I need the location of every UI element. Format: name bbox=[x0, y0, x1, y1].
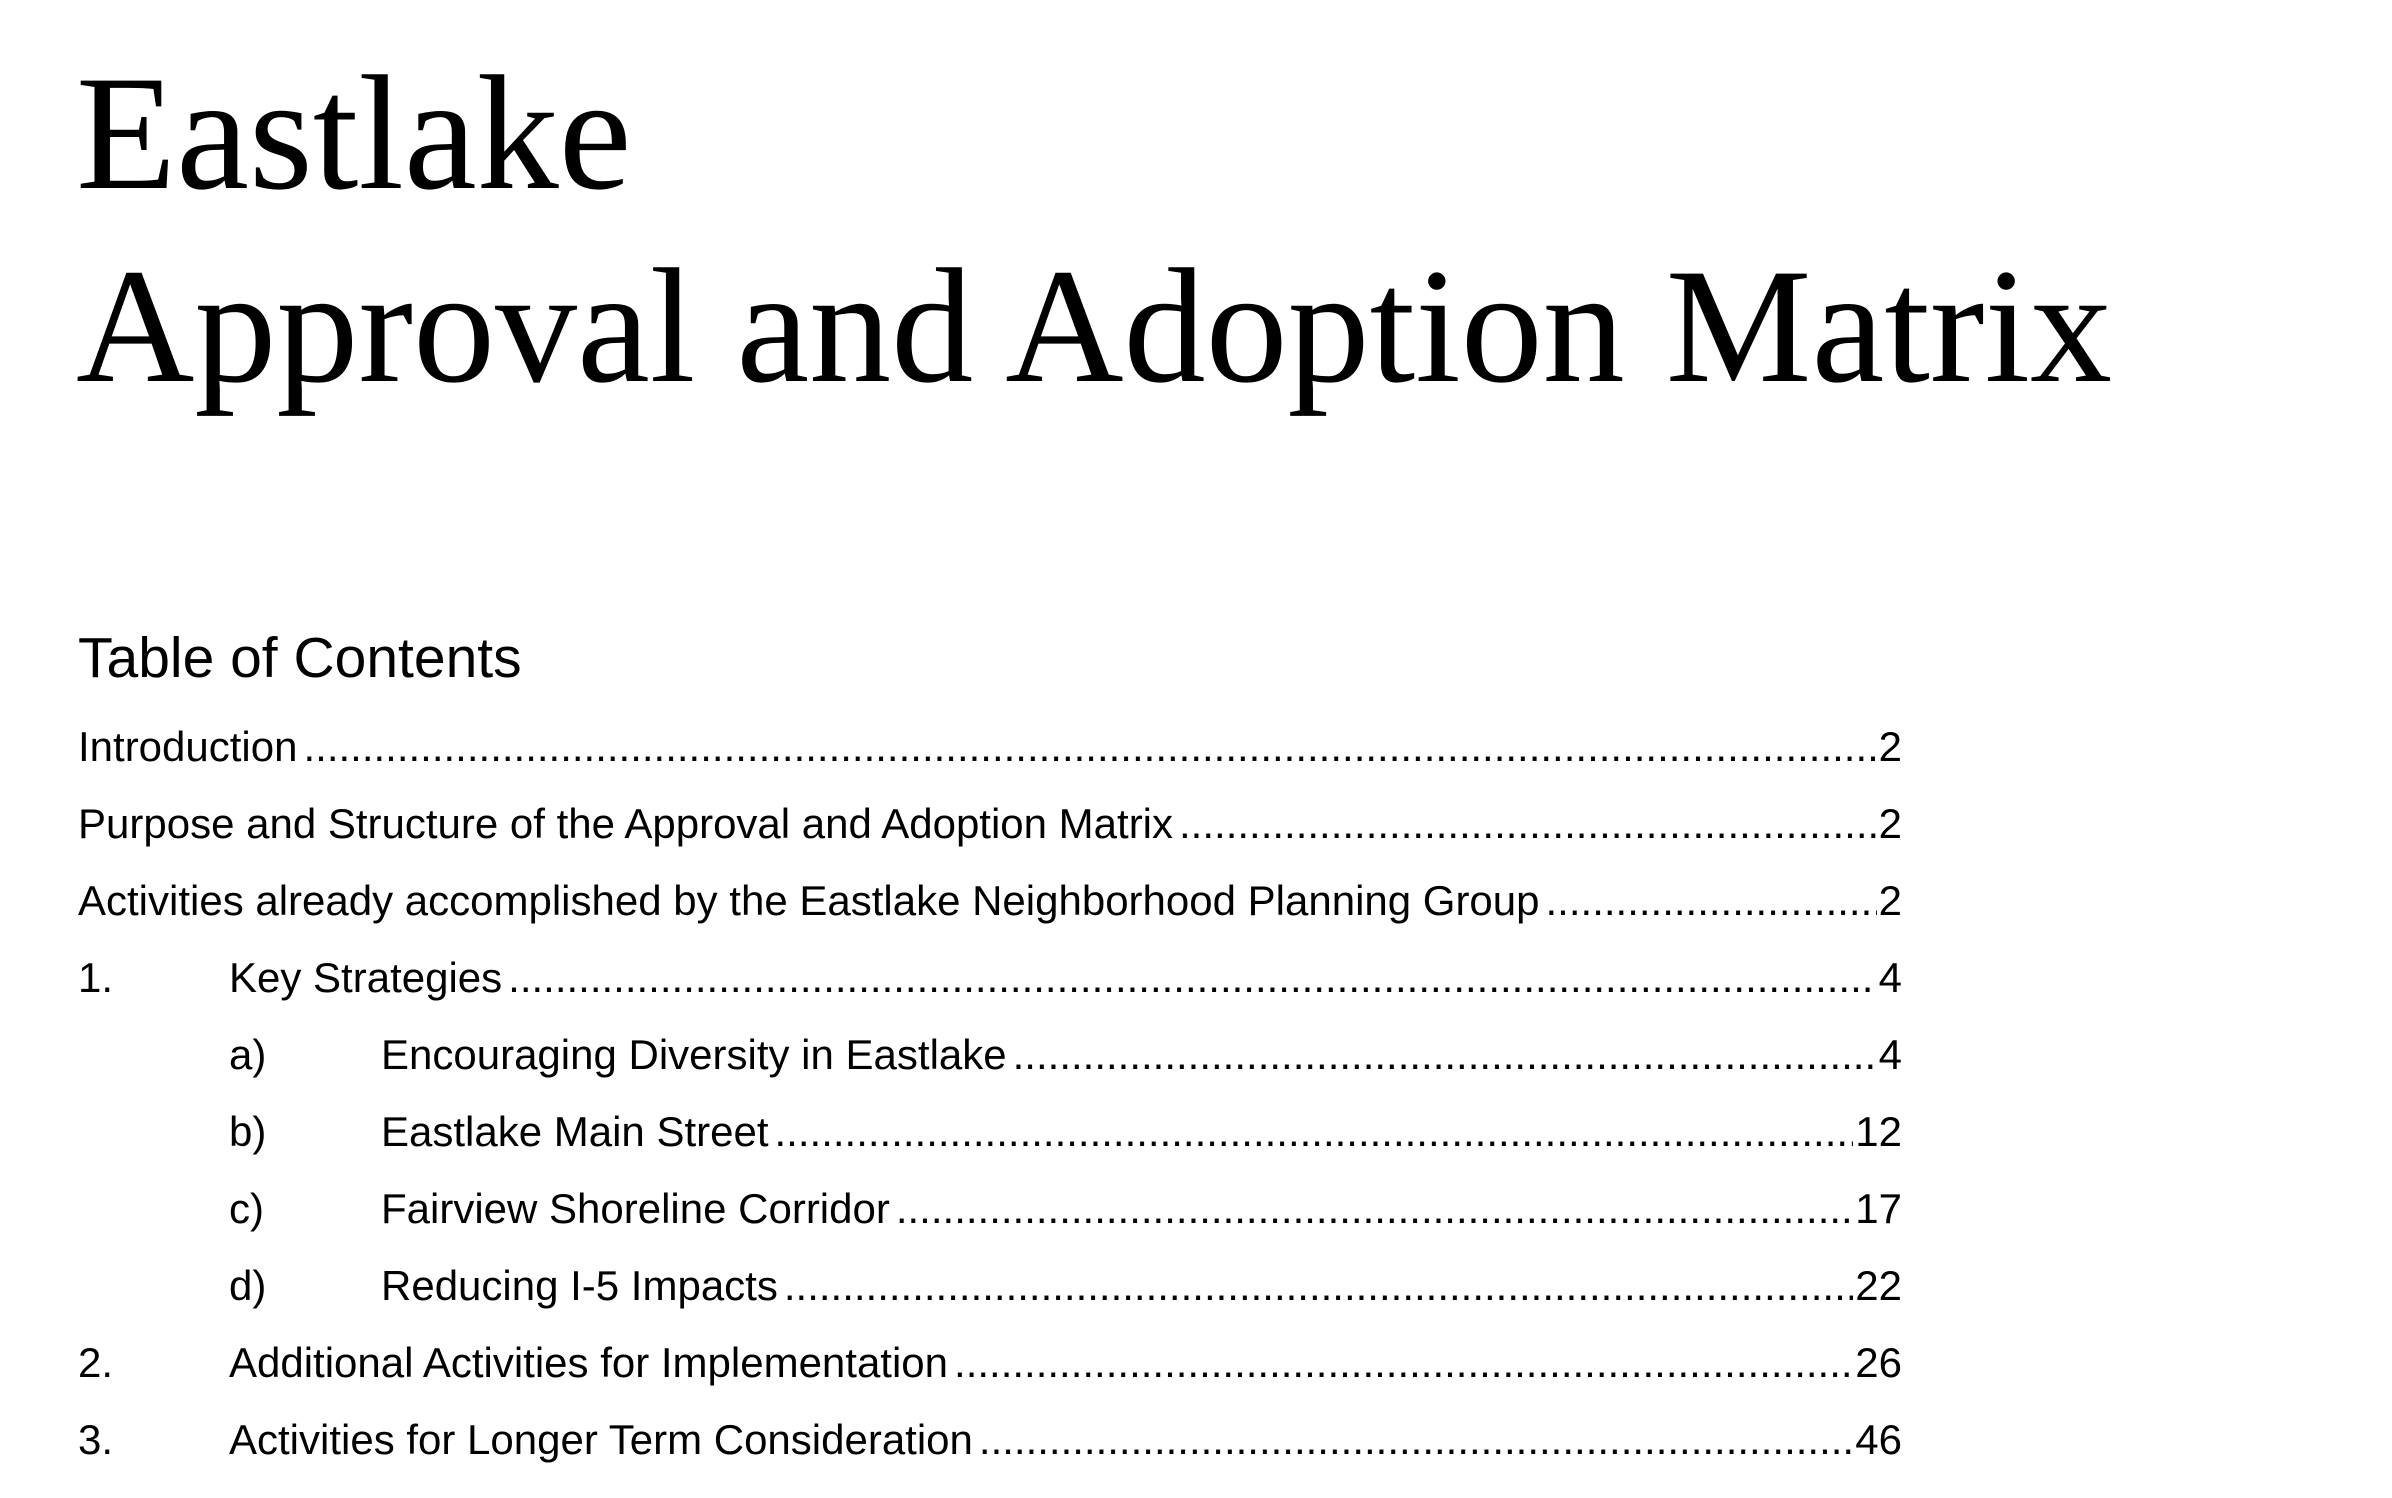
toc-entry-number: a) bbox=[229, 1031, 267, 1078]
toc-leader-dots bbox=[775, 1104, 1854, 1160]
toc-entry-text: Key Strategies bbox=[229, 950, 508, 1006]
toc-page-number: 2 bbox=[1878, 723, 1902, 770]
toc-entry-number: 2. bbox=[78, 1339, 114, 1386]
document-title-line-1: Eastlake bbox=[76, 43, 632, 224]
toc-entry-text: Introduction bbox=[78, 719, 303, 775]
toc-leader-dots bbox=[784, 1258, 1853, 1314]
toc-leader-dots bbox=[954, 1335, 1853, 1391]
toc-page-number: 22 bbox=[1855, 1262, 1902, 1309]
toc-entry-text: Activities for Longer Term Consideration bbox=[229, 1412, 979, 1468]
toc-leader-dots bbox=[508, 950, 1876, 1006]
toc-entry-text: Activities already accomplished by the Eastlake Neighborhood Planning Group bbox=[78, 873, 1546, 929]
toc-page-number: 2 bbox=[1878, 800, 1902, 847]
toc-page-number: 4 bbox=[1878, 1031, 1902, 1078]
toc-entry-number: 3. bbox=[78, 1416, 114, 1463]
toc-heading: Table of Contents bbox=[78, 626, 522, 690]
toc-page-number: 46 bbox=[1855, 1416, 1902, 1463]
toc-entry-text: Eastlake Main Street bbox=[381, 1104, 775, 1160]
toc-leader-dots bbox=[1546, 873, 1877, 929]
toc-page-number: 4 bbox=[1878, 954, 1902, 1001]
toc-leader-dots bbox=[1179, 796, 1877, 852]
toc-leader-dots bbox=[979, 1412, 1853, 1468]
toc-entry-number: b) bbox=[229, 1108, 267, 1155]
toc-entry-text: Additional Activities for Implementation bbox=[229, 1335, 954, 1391]
toc-entry-number: d) bbox=[229, 1262, 267, 1309]
toc-page-number: 26 bbox=[1855, 1339, 1902, 1386]
toc-entry-text: Purpose and Structure of the Approval and Adoption Matrix bbox=[78, 796, 1179, 852]
toc-entry-text: Fairview Shoreline Corridor bbox=[381, 1181, 896, 1237]
toc-leader-dots bbox=[1013, 1027, 1877, 1083]
toc-leader-dots bbox=[303, 719, 1876, 775]
toc-entry-number: 1. bbox=[78, 954, 114, 1001]
toc-entry-text: Reducing I-5 Impacts bbox=[381, 1258, 784, 1314]
toc-page-number: 17 bbox=[1855, 1185, 1902, 1232]
document-title-line-2: Approval and Adoption Matrix bbox=[76, 236, 2113, 417]
toc-page-number: 2 bbox=[1878, 877, 1902, 924]
toc-leader-dots bbox=[896, 1181, 1853, 1237]
toc-entry-number: c) bbox=[229, 1185, 264, 1232]
toc-page-number: 12 bbox=[1855, 1108, 1902, 1155]
toc-entry-text: Encouraging Diversity in Eastlake bbox=[381, 1027, 1013, 1083]
